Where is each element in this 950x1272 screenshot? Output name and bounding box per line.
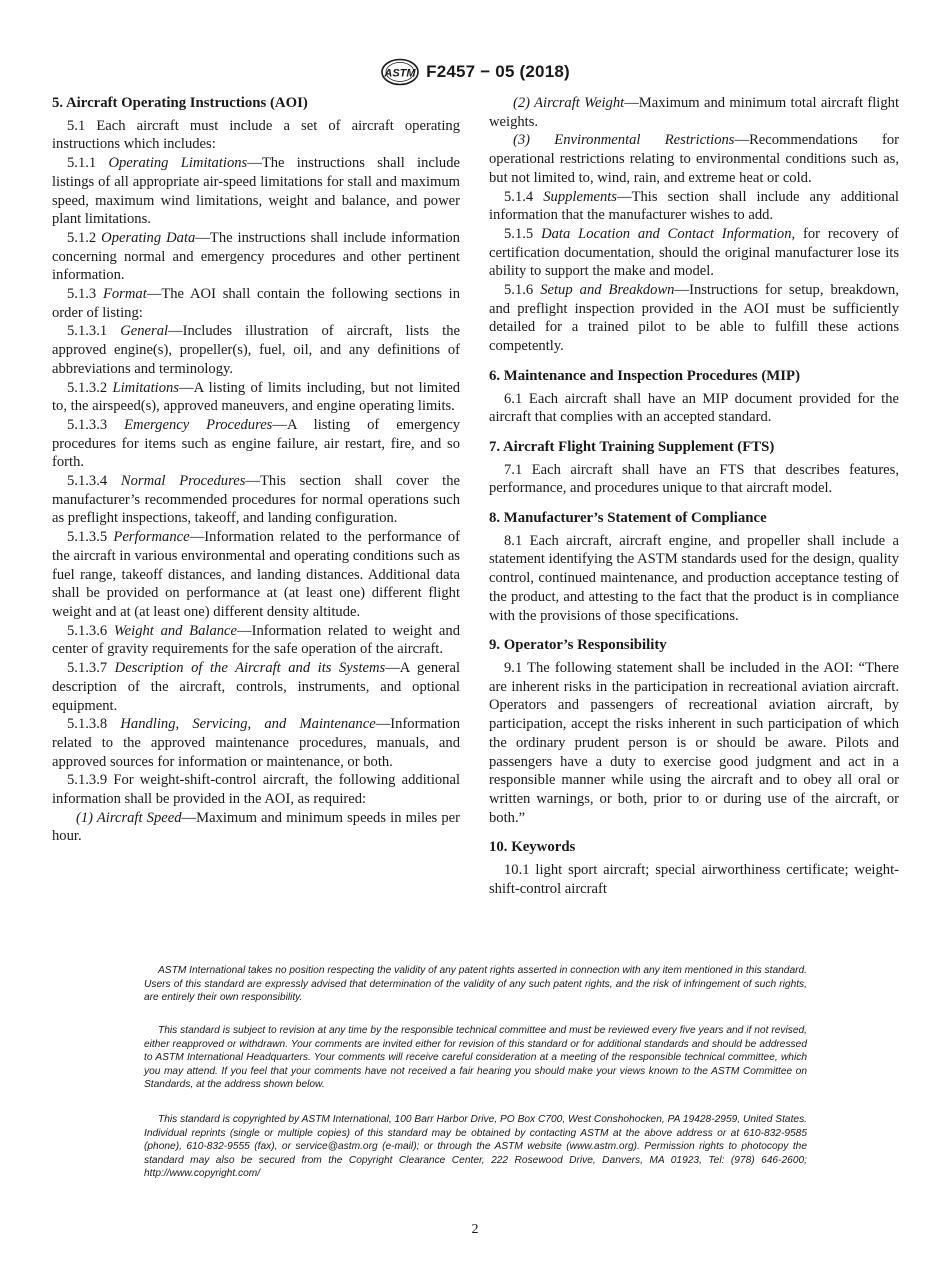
paragraph-5-1: 5.1 Each aircraft must include a set of aircraft operating instructions which includes:: [52, 117, 460, 153]
list-item-aircraft-speed: (1) Aircraft Speed—Maximum and minimum speeds in miles per hour.: [52, 809, 460, 845]
paragraph-7-1: 7.1 Each aircraft shall have an FTS that describes features, performance, and procedures unique to that aircraft model.: [489, 461, 899, 497]
page-header: [0, 58, 950, 86]
paragraph-5-1-3: 5.1.3 Format—The AOI shall contain the following sections in order of listing:: [52, 286, 461, 321]
right-column: [489, 94, 899, 898]
list-item-aircraft-weight: (2) Aircraft Weight—Maximum and minimum total aircraft flight weights.: [489, 95, 899, 130]
paragraph-5-1-3-8: 5.1.3.8 Handling, Servicing, and Maintenance—Information related to the approved maintenance procedures, manuals, and approved sources for information or maintenance, or both.: [52, 716, 460, 770]
section-8-heading: 8. Manufacturer’s Statement of Compliance: [489, 510, 767, 527]
paragraph-5-1-3-4: 5.1.3.4 Normal Procedures—This section shall cover the manufacturer’s recommended procedures for normal operations such as preflight inspections, takeoff, and landing configuration.: [52, 473, 460, 527]
paragraph-5-1-3-7: 5.1.3.7 Description of the Aircraft and its Systems—A general description of the aircraft, controls, instruments, and optional equipment.: [52, 660, 460, 714]
astm-logo-icon: [380, 58, 420, 86]
page-number: 2: [471, 1222, 479, 1237]
section-9-heading: 9. Operator’s Responsibility: [489, 637, 667, 654]
left-column: [52, 94, 460, 846]
section-6-heading: 6. Maintenance and Inspection Procedures (MIP): [489, 367, 800, 384]
svg-text:ASTM: ASTM: [384, 67, 416, 80]
paragraph-8-1: 8.1 Each aircraft, aircraft engine, and propeller shall include a statement identifying the ASTM standards used for the design, quality control, continued maintenance, and production acceptance testing of the product, and attesting to the fact that the product is in compliance with the provisions of those specifications.: [489, 532, 899, 624]
copyright-notice: [144, 1113, 807, 1181]
copyright-notice-text: This standard is copyrighted by ASTM International, 100 Barr Harbor Drive, PO Box C700, West Conshohocken, PA 19428-2959, United States. Individual reprints (single or multiple copies) of this standard may be obtained by contacting ASTM at the above address or at 610-832-9585 (phone), 610-832-9555 (fax), or service@astm.org (e-mail); or through the ASTM website (www.astm.org). Permission rights to photocopy the standard may also be secured from the Copyright Clearance Center, 222 Rosewood Drive, Danvers, MA 01923, Tel: (978) 646-2600; http://www.copyright.com/: [144, 1114, 807, 1179]
paragraph-9-1: 9.1 The following statement shall be included in the AOI: “There are inherent risks in the participation in recreational aviation aircraft. Operators and passengers of recreational aviation aircraft, by participation, accept the risks inherent in such participation of which the ordinary prudent person is or should be aware. Pilots and passengers have a duty to exercise good judgment and act in a responsible manner while using the aircraft and to obey all oral or written warnings, or both, prior to or during use of the aircraft, or both.”: [489, 659, 899, 826]
paragraph-5-1-6: 5.1.6 Setup and Breakdown—Instructions for setup, breakdown, and preflight inspection provided in the AOI must be sufficiently detailed for a trained pilot to be able to fulfill these actions competently.: [489, 282, 899, 355]
paragraph-5-1-4: 5.1.4 Supplements—This section shall include any additional information that the manufacturer wishes to add.: [489, 188, 899, 224]
paragraph-5-1-3-3: 5.1.3.3 Emergency Procedures—A listing of emergency procedures for items such as engine failure, air restart, fire, and so forth.: [52, 416, 460, 471]
section-7-heading: 7. Aircraft Flight Training Supplement (FTS): [489, 438, 775, 455]
paragraph-5-1-2: 5.1.2 Operating Data—The instructions shall include information concerning normal and emergency procedures and other pertinent information.: [52, 229, 460, 284]
section-10-heading: 10. Keywords: [489, 839, 576, 856]
patent-notice-text: ASTM International takes no position respecting the validity of any patent rights asserted in connection with any item mentioned in this standard. Users of this standard are expressly advised that determination of the validity of any such patent rights, and the risk of infringement of such rights, are entirely their own responsibility.: [144, 965, 807, 1003]
paragraph-10-1: 10.1 light sport aircraft; special airworthiness certificate; weight-shift-control aircraft: [489, 862, 899, 897]
paragraph-5-1-3-1: 5.1.3.1 General—Includes illustration of aircraft, lists the approved engine(s), propeller(s), fuel, oil, and any definitions of abbreviations and terminology.: [52, 323, 460, 377]
revision-notice: [144, 1024, 807, 1092]
section-5-heading: 5. Aircraft Operating Instructions (AOI): [52, 95, 308, 111]
paragraph-5-1-3-6: 5.1.3.6 Weight and Balance—Information related to weight and center of gravity requirements for the safe operation of the aircraft.: [52, 622, 461, 658]
document-designation: F2457 − 05 (2018): [426, 62, 570, 81]
paragraph-5-1-3-9: 5.1.3.9 For weight-shift-control aircraft, the following additional information shall be provided in the AOI, as required:: [52, 772, 460, 808]
paragraph-5-1-3-5: 5.1.3.5 Performance—Information related to the performance of the aircraft in various environmental and operating conditions such as fuel range, takeoff distances, and landing distances. Additional data shall be provided on performance at (at least one) different flight weight and at (at least one) different density altitude.: [52, 529, 460, 620]
patent-notice: [144, 964, 807, 1005]
list-item-environmental-restrictions: (3) Environmental Restrictions—Recommendations for operational restrictions relating to environmental conditions such as, but not limited to, wind, rain, and extreme heat or cold.: [489, 132, 899, 186]
paragraph-5-1-5: 5.1.5 Data Location and Contact Information, for recovery of certification documentation, should the original manufacturer lose its ability to support the make and model.: [489, 225, 899, 280]
paragraph-5-1-1: 5.1.1 Operating Limitations—The instructions shall include listings of all appropriate air-speed limitations for stall and maximum speed, maximum wind limitations, weight and balance, and power plant limitations.: [52, 155, 460, 228]
revision-notice-text: This standard is subject to revision at any time by the responsible technical committee and must be reviewed every five years and if not revised, either reapproved or withdrawn. Your comments are invited either for revision of this standard or for additional standards and should be addressed to ASTM International Headquarters. Your comments will receive careful consideration at a meeting of the responsible technical committee, which you may attend. If you feel that your comments have not received a fair hearing you should make your views known to the ASTM Committee on Standards, at the address shown below.: [144, 1025, 807, 1090]
paragraph-6-1: 6.1 Each aircraft shall have an MIP document provided for the aircraft that complies with an accepted standard.: [489, 390, 899, 426]
paragraph-5-1-3-2: 5.1.3.2 Limitations—A listing of limits including, but not limited to, the airspeed(s), approved maneuvers, and engine operating limits.: [52, 379, 460, 415]
